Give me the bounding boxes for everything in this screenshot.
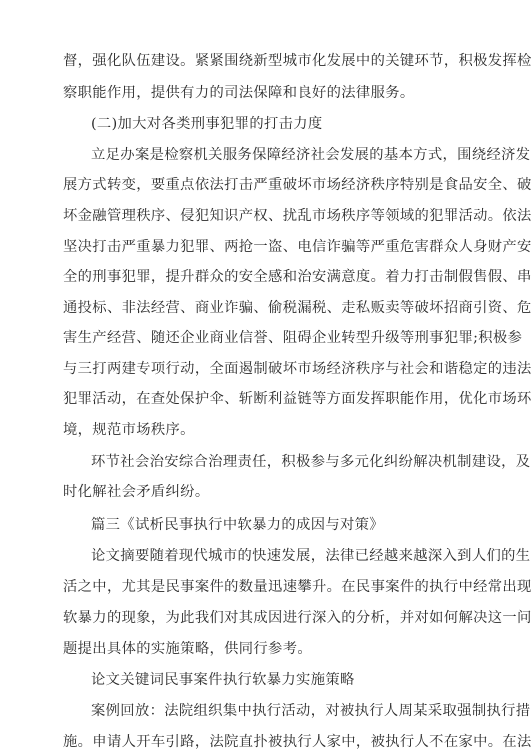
abstract-line: 论文摘要随着现代城市的快速发展，法律已经越来越深入到人们的生 [91,548,531,564]
body-text-line: 督，强化队伍建设。紧紧围绕新型城市化发展中的关键环节，积极发挥检 [63,53,532,69]
body-text-line: 环节社会治安综合治理责任，积极参与多元化纠纷解决机制建设，及 [91,454,531,470]
article-title: 篇三《试析民事执行中软暴力的成因与对策》 [91,517,384,533]
abstract-line: 活之中，尤其是民事案件的数量迅速攀升。在民事案件的执行中经常出现 [63,579,532,595]
section-heading: (二)加大对各类刑事犯罪的打击力度 [91,116,323,132]
body-text-line: 通投标、非法经营、商业诈骗、偷税漏税、走私贩卖等破坏招商引资、危 [63,300,532,316]
body-text-line: 坚决打击严重暴力犯罪、两抢一盗、电信诈骗等严重危害群众人身财产安 [63,239,532,255]
body-text-line: 与三打两建专项行动，全面遏制破坏市场经济秩序与社会和谐稳定的违法 [63,361,532,377]
body-text-line: 察职能作用，提供有力的司法保障和良好的法律服务。 [63,85,415,101]
body-text-line: 境，规范市场秩序。 [63,422,195,438]
keywords-line: 论文关键词民事案件执行软暴力实施策略 [91,672,355,688]
body-text-line: 立足办案是检察机关服务保障经济社会发展的基本方式，围绕经济发 [91,147,531,163]
case-review-line: 施。申请人开车引路，法院直扑被执行人家中，被执行人不在家中。在法 [63,734,532,750]
body-text-line: 时化解社会矛盾纠纷。 [63,484,210,500]
body-text-line: 犯罪活动，在查处保护伞、斩断利益链等方面发挥职能作用，优化市场环 [63,391,532,407]
body-text-line: 害生产经营、随还企业商业信誉、阻碍企业转型升级等刑事犯罪;积极参 [63,330,523,346]
body-text-line: 坏金融管理秩序、侵犯知识产权、扰乱市场秩序等领域的犯罪活动。依法 [63,208,532,224]
body-text-line: 全的刑事犯罪，提升群众的安全感和治安满意度。着力打击制假售假、串 [63,269,532,285]
abstract-line: 软暴力的现象，为此我们对其成因进行深入的分析，并对如何解决这一问 [63,610,532,626]
abstract-line: 题提出具体的实施策略，供同行参考。 [63,641,312,657]
case-review-line: 案例回放：法院组织集中执行活动，对被执行人周某采取强制执行措 [91,703,531,719]
body-text-line: 展方式转变，要重点依法打击严重破坏市场经济秩序特别是食品安全、破 [63,177,532,193]
